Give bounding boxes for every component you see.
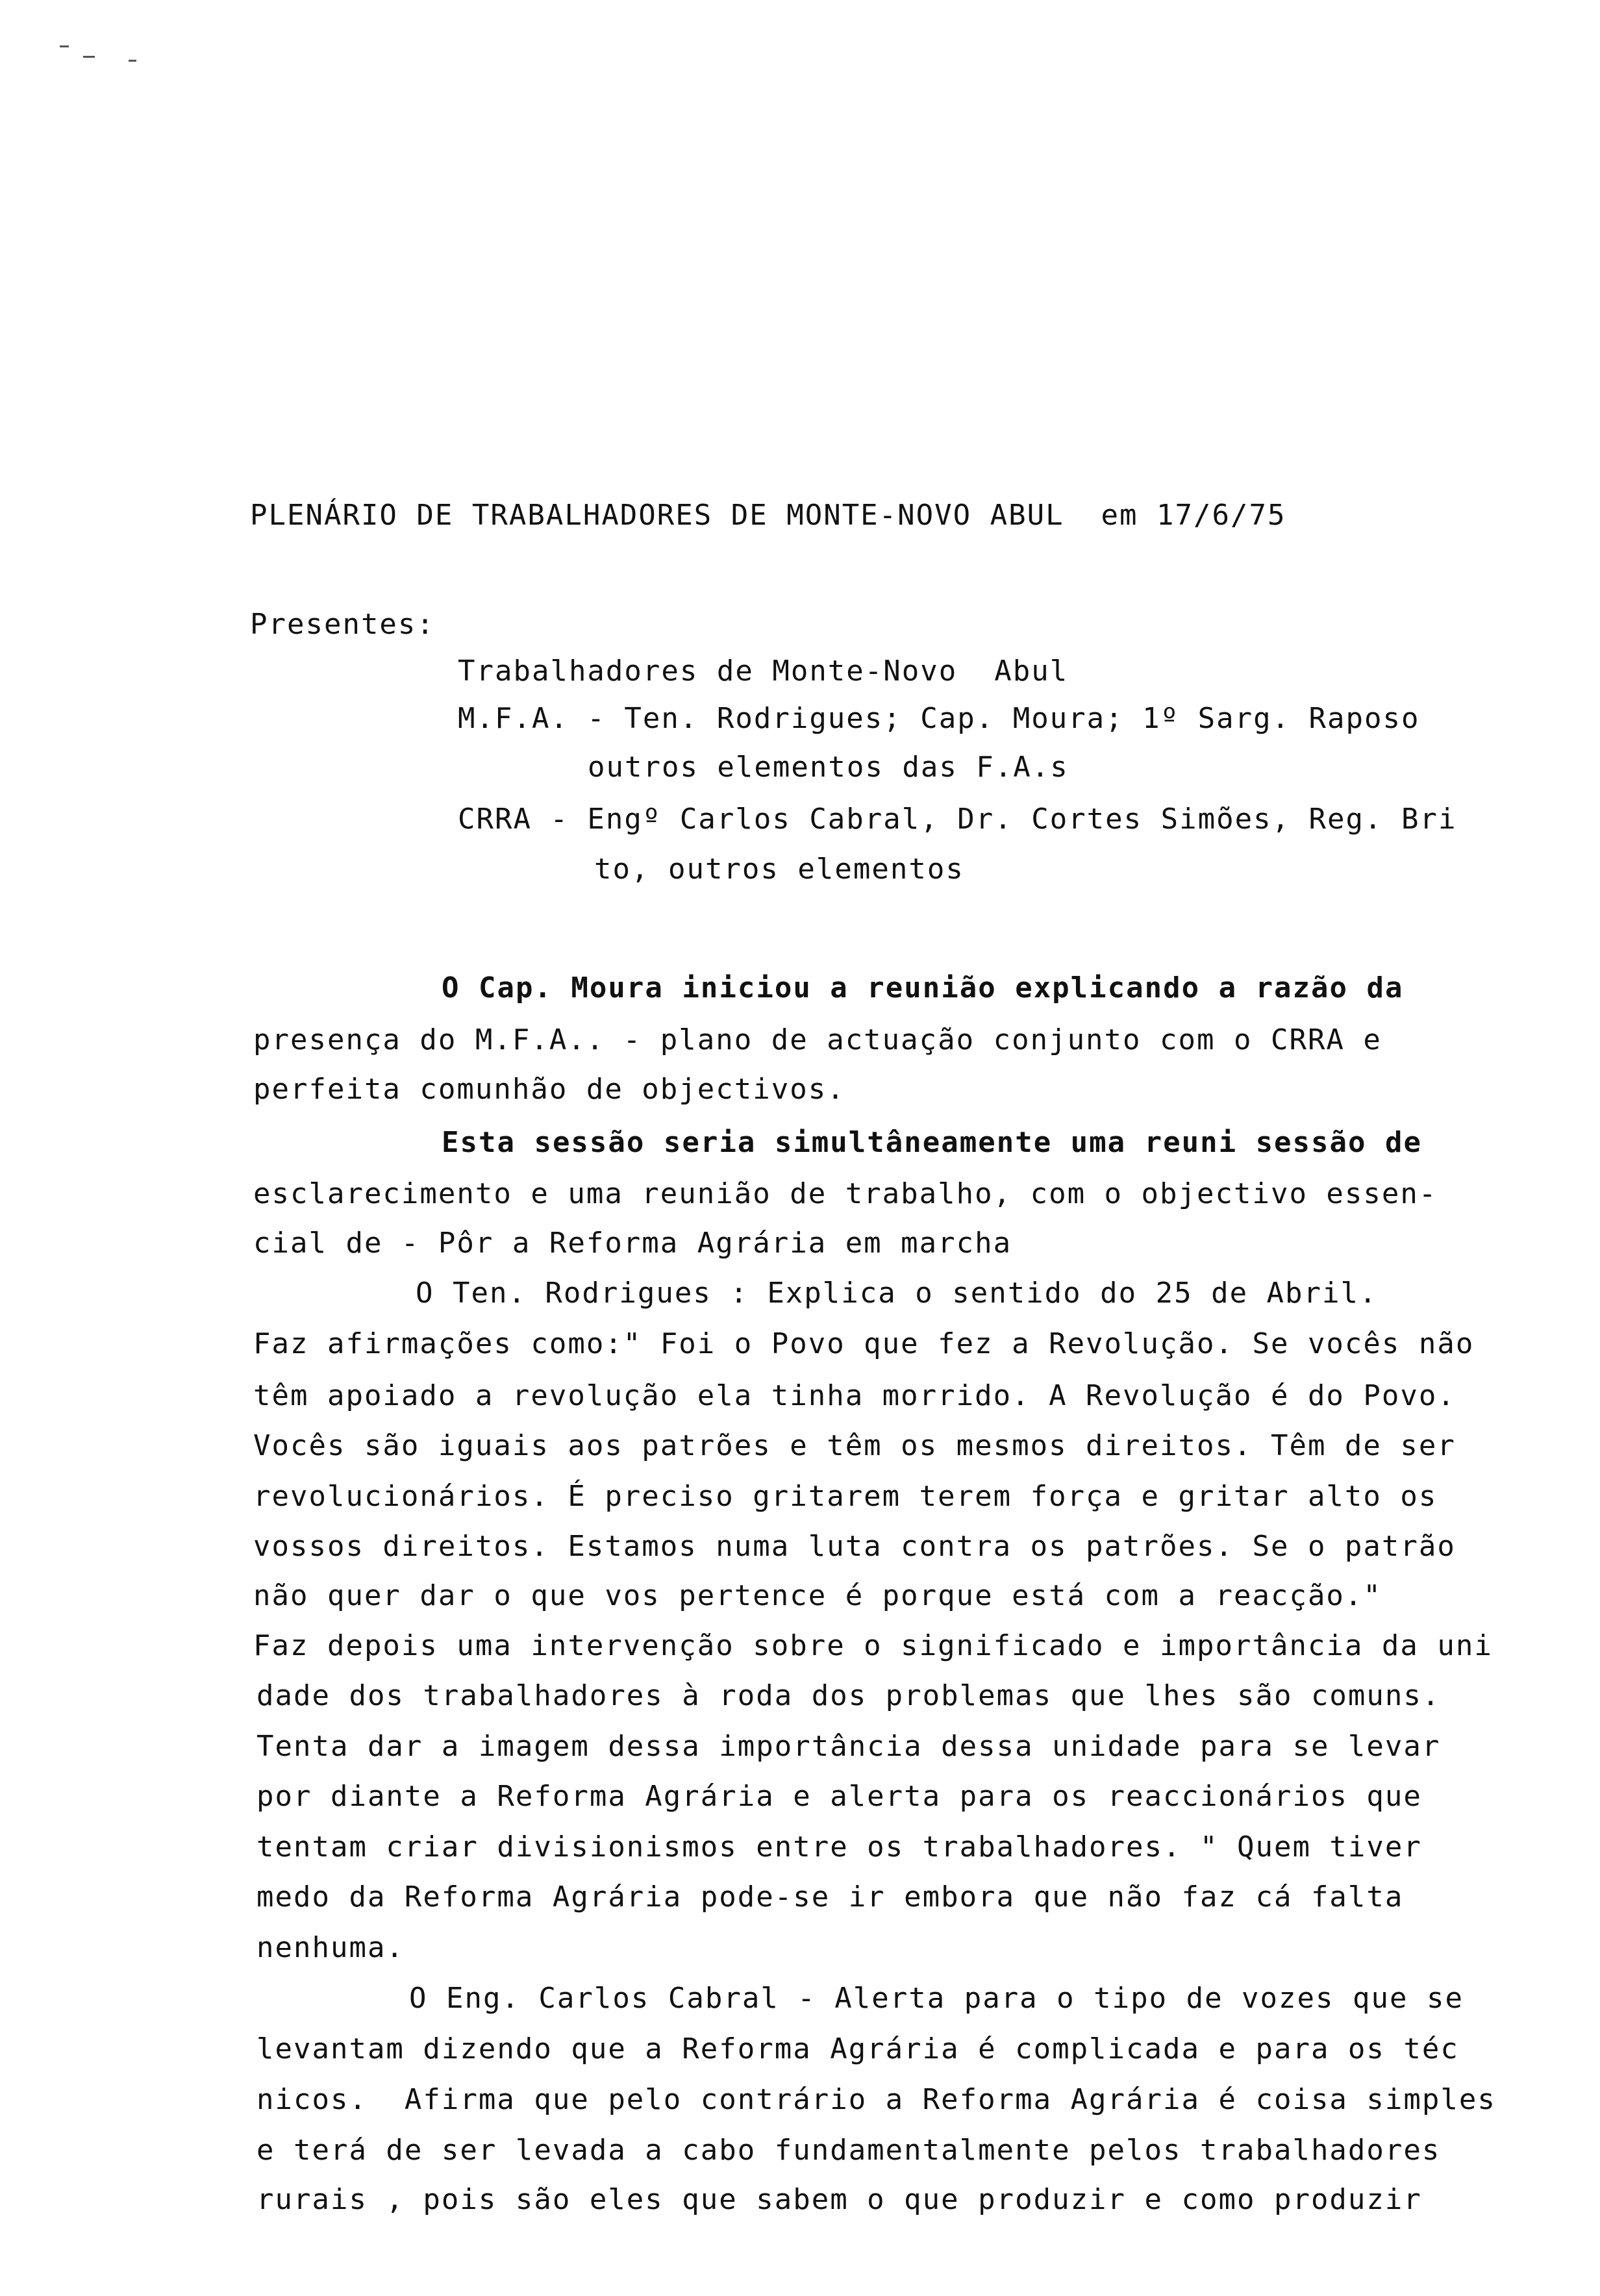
- presentes-line: CRRA - Engº Carlos Cabral, Dr. Cortes Simões, Reg. Bri: [458, 803, 1457, 836]
- body-line: tentam criar divisionismos entre os trabalhadores. " Quem tiver: [256, 1830, 1422, 1864]
- presentes-line: Trabalhadores de Monte-Novo Abul: [458, 655, 1069, 688]
- body-line: rurais , pois são eles que sabem o que produzir e como produzir: [256, 2183, 1422, 2216]
- body-line: esclarecimento e uma reunião de trabalho, com o objectivo essen-: [253, 1177, 1438, 1210]
- body-line: Faz depois uma intervenção sobre o significado e importância da uni: [253, 1629, 1493, 1662]
- body-line: não quer dar o que vos pertence é porque está com a reacção.": [253, 1579, 1382, 1612]
- body-line: Tenta dar a imagem dessa importância dessa unidade para se levar: [256, 1730, 1441, 1763]
- body-line: nenhuma.: [256, 1931, 405, 1964]
- scan-mark: [129, 60, 136, 62]
- presentes-label: Presentes:: [250, 608, 435, 641]
- body-line: O Cap. Moura iniciou a reunião explicando a razão da: [442, 971, 1404, 1004]
- scan-mark: [83, 56, 95, 58]
- body-line: e terá de ser levada a cabo fundamentalmente pelos trabalhadores: [256, 2134, 1441, 2167]
- scan-mark: [60, 45, 69, 47]
- body-line: O Eng. Carlos Cabral - Alerta para o tipo de vozes que se: [409, 1982, 1464, 2015]
- body-line: levantam dizendo que a Reforma Agrária é complicada e para os téc: [256, 2032, 1459, 2065]
- body-line: nicos. Afirma que pelo contrário a Reforma Agrária é coisa simples: [256, 2083, 1496, 2116]
- body-line: por diante a Reforma Agrária e alerta para os reaccionários que: [256, 1780, 1422, 1813]
- presentes-line: to, outros elementos: [594, 853, 964, 886]
- body-line: têm apoiado a revolução ela tinha morrido. A Revolução é do Povo.: [253, 1379, 1456, 1412]
- body-line: Vocês são iguais aos patrões e têm os mesmos direitos. Têm de ser: [253, 1429, 1456, 1462]
- body-line: medo da Reforma Agrária pode-se ir embora que não faz cá falta: [256, 1880, 1404, 1914]
- body-line: cial de - Pôr a Reforma Agrária em marcha: [253, 1227, 1012, 1260]
- document-title: PLENÁRIO DE TRABALHADORES DE MONTE-NOVO ABUL em 17/6/75: [250, 499, 1286, 532]
- body-line: revolucionários. É preciso gritarem terem força e gritar alto os: [253, 1480, 1438, 1513]
- body-line: presença do M.F.A.. - plano de actuação conjunto com o CRRA e: [253, 1023, 1382, 1056]
- body-line: Faz afirmações como:" Foi o Povo que fez a Revolução. Se vocês não: [253, 1327, 1475, 1360]
- body-line: O Ten. Rodrigues : Explica o sentido do 25 de Abril.: [416, 1277, 1378, 1310]
- body-line: perfeita comunhão de objectivos.: [253, 1073, 845, 1106]
- body-line: dade dos trabalhadores à roda dos problemas que lhes são comuns.: [256, 1679, 1441, 1712]
- body-line: vossos direitos. Estamos numa luta contra os patrões. Se o patrão: [253, 1530, 1456, 1563]
- body-line: Esta sessão seria simultâneamente uma reuni sessão de: [442, 1126, 1422, 1159]
- presentes-line: M.F.A. - Ten. Rodrigues; Cap. Moura; 1º Sarg. Raposo: [458, 702, 1420, 735]
- presentes-line: outros elementos das F.A.s: [588, 751, 1069, 784]
